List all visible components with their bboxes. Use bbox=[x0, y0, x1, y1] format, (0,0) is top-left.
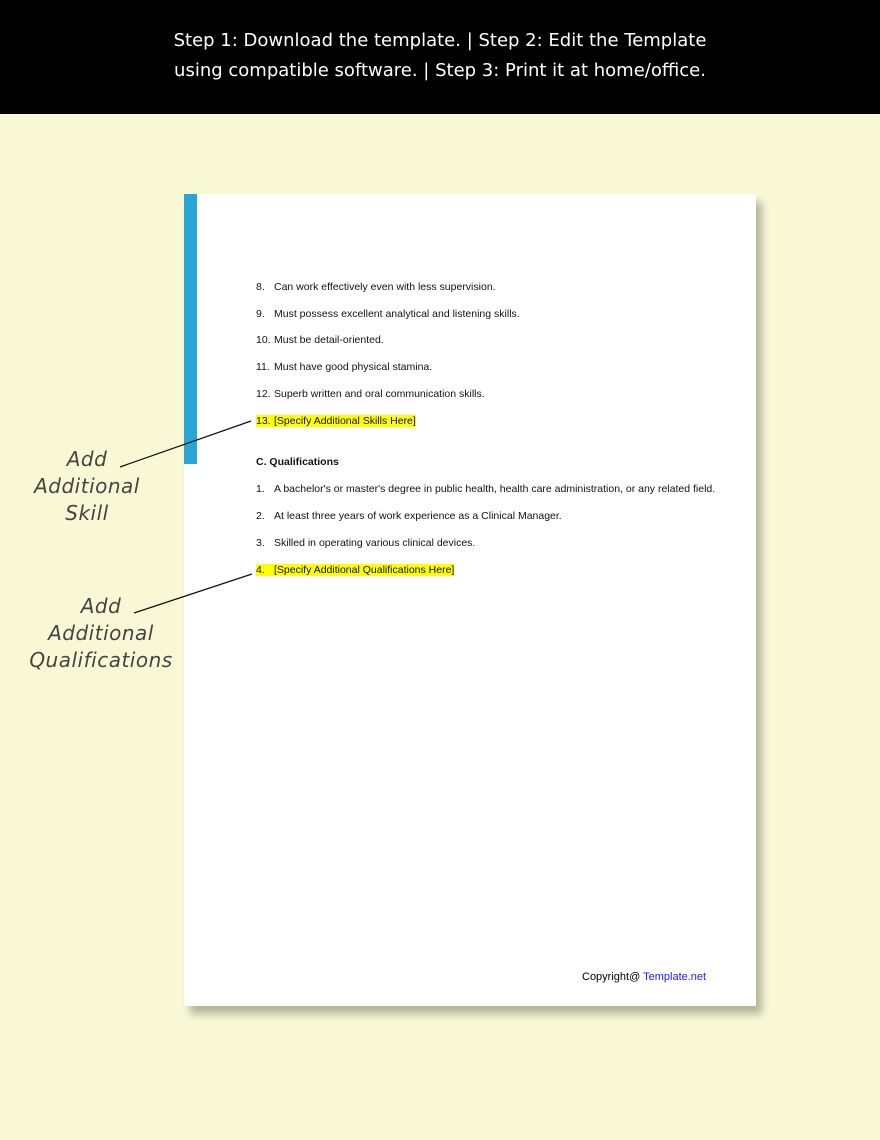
qualification-item-4-placeholder[interactable] bbox=[256, 563, 454, 577]
banner-line-1: Step 1: Download the template. | Step 2: Edit the Template bbox=[173, 30, 707, 51]
copyright-notice bbox=[582, 971, 706, 983]
skill-item-8 bbox=[256, 280, 496, 294]
item-number: 8. bbox=[256, 281, 265, 293]
item-number: 13. bbox=[256, 415, 271, 427]
item-number: 9. bbox=[256, 308, 265, 320]
item-number: 3. bbox=[256, 537, 265, 549]
accent-bar bbox=[184, 194, 197, 464]
callout-line: Additional bbox=[48, 621, 154, 645]
item-text: Must be detail-oriented. bbox=[274, 334, 384, 346]
item-number: 12. bbox=[256, 388, 271, 400]
item-number: 11. bbox=[256, 361, 270, 373]
skill-item-13-placeholder[interactable] bbox=[256, 414, 416, 428]
callout-line: Add bbox=[80, 594, 122, 618]
banner-line-2: using compatible software. | Step 3: Print it at home/office. bbox=[174, 60, 706, 81]
item-text: At least three years of work experience as a Clinical Manager. bbox=[274, 510, 562, 522]
callout-line: Additional bbox=[34, 474, 140, 498]
instructions-banner bbox=[0, 0, 880, 114]
callout-line: Qualifications bbox=[29, 648, 173, 672]
item-text: Must have good physical stamina. bbox=[274, 361, 433, 373]
item-number: 2. bbox=[256, 510, 265, 522]
skill-item-9 bbox=[256, 307, 520, 321]
skill-item-12 bbox=[256, 387, 485, 401]
item-text: Can work effectively even with less supervision. bbox=[274, 281, 496, 293]
skill-item-10 bbox=[256, 333, 384, 347]
qualification-item-1 bbox=[256, 482, 715, 496]
highlighted-placeholder[interactable] bbox=[256, 415, 416, 427]
callout-add-skill bbox=[20, 446, 154, 527]
qualification-item-3 bbox=[256, 536, 475, 550]
skill-item-11 bbox=[256, 360, 432, 374]
item-text: Skilled in operating various clinical devices. bbox=[274, 537, 476, 549]
highlighted-placeholder[interactable] bbox=[256, 564, 454, 576]
item-number: 10. bbox=[256, 334, 271, 346]
copyright-prefix: Copyright@ bbox=[582, 971, 644, 983]
document-page bbox=[184, 194, 756, 1006]
item-number: 4. bbox=[256, 564, 265, 576]
item-text: Superb written and oral communication skills. bbox=[274, 388, 485, 400]
item-text[interactable]: [Specify Additional Skills Here] bbox=[274, 415, 416, 427]
callout-line: Skill bbox=[65, 501, 109, 525]
item-text: A bachelor's or master's degree in public health, health care administration, or any related field. bbox=[274, 483, 716, 495]
template-net-link[interactable]: Template.net bbox=[643, 971, 707, 983]
qualification-item-2 bbox=[256, 509, 562, 523]
item-number: 1. bbox=[256, 483, 265, 495]
callout-line: Add bbox=[66, 447, 108, 471]
item-text[interactable]: [Specify Additional Qualifications Here] bbox=[274, 564, 455, 576]
qualifications-heading: C. Qualifications bbox=[256, 456, 339, 468]
callout-add-qualifications bbox=[20, 593, 182, 674]
item-text: Must possess excellent analytical and listening skills. bbox=[274, 308, 520, 320]
